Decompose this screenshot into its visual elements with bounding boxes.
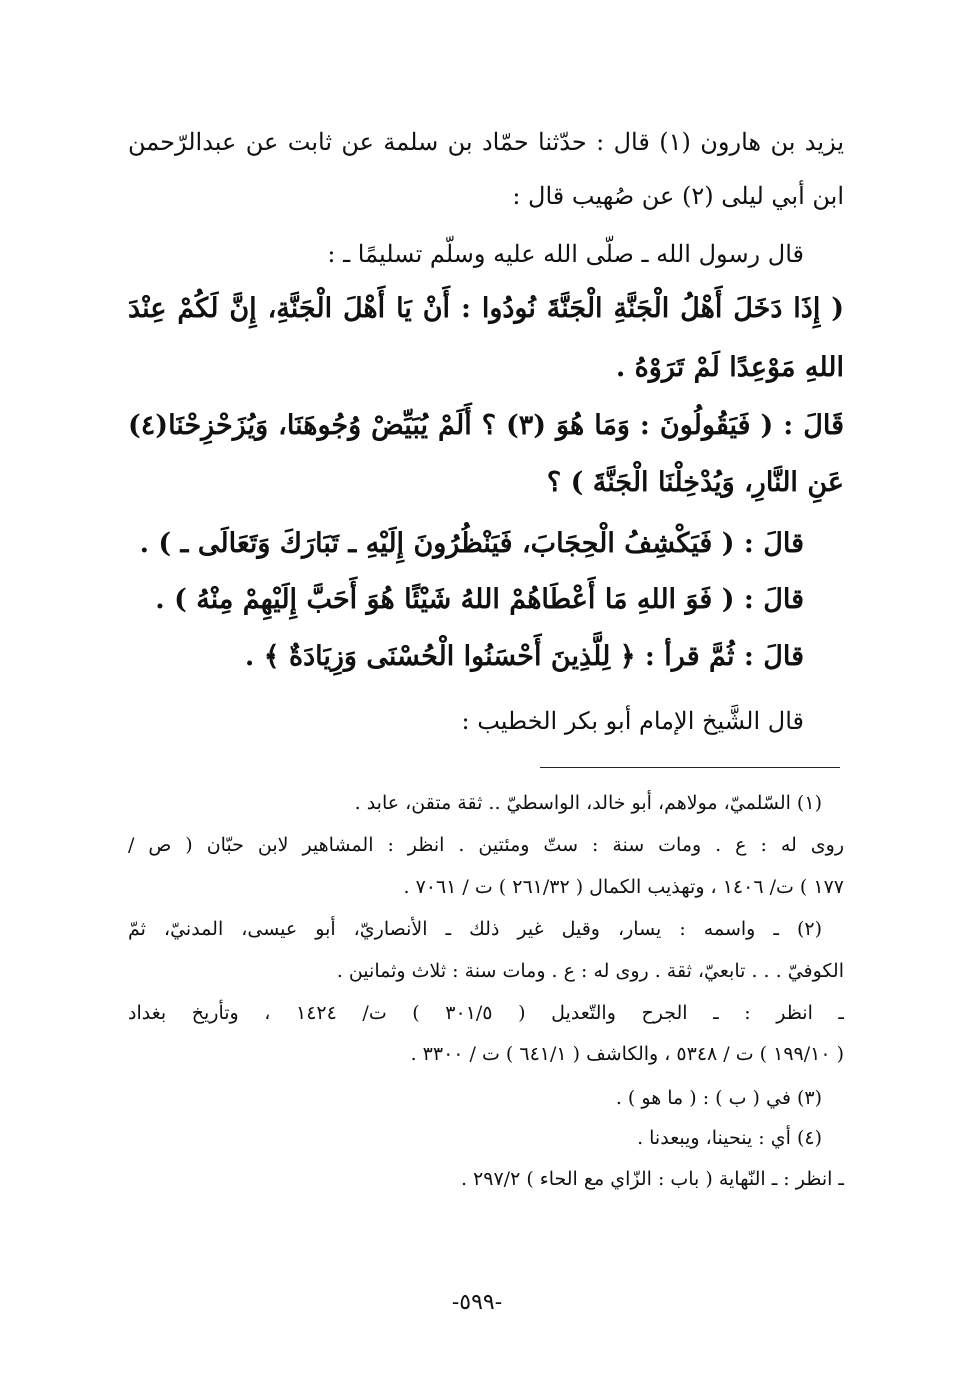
hadith-line-1: ( إِذَا دَخَلَ أَهْلُ الْجَنَّةِ الْجَنَّةَ نُودُوا : أَنْ يَا أَهْلَ الْجَنَّةِ، إِنَّ لَكُمْ عِنْدَ xyxy=(128,293,844,324)
footnote-1-line-1: (١) السّلميّ، مولاهم، أبو خالد، الواسطيّ .. ثقة متقن، عابد . xyxy=(354,792,822,814)
hadith-line-4: عَنِ النَّارِ، وَيُدْخِلْنَا الْجَنَّةَ ) ؟ xyxy=(546,467,844,498)
hadith-line-5: قالَ : ( فَيَكْشِفُ الْحِجَابَ، فَيَنْظُرُونَ إِلَيْهِ ـ تَبَارَكَ وَتَعَالَى ـ ) . xyxy=(139,528,804,559)
footnote-4: (٤) أي : ينحينا، ويبعدنا . xyxy=(637,1127,822,1149)
hadith-line-6: قالَ : ( فَوَ اللهِ مَا أَعْطَاهُمْ اللهُ شَيْئًا هُوَ أَحَبَّ إِلَيْهِمْ مِنْهُ ) . xyxy=(155,584,804,615)
footnote-2-line-3: ـ انظر : ـ الجرح والتّعديل ( ٣٠١/٥ ) ت/ ١٤٢٤ ، وتأريخ بغداد xyxy=(128,1002,845,1024)
footnote-separator xyxy=(540,767,840,768)
footnote-2-line-1: (٢) ـ واسمه : يسار، وقيل غير ذلك ـ الأنصاريّ، أبو عيسى، المدنيّ، ثمّ xyxy=(128,918,822,940)
footnote-3: (٣) في ( ب ) : ( ما هو ) . xyxy=(615,1087,822,1109)
page-number: -٥٩٩- xyxy=(451,1290,503,1315)
body-line-closing: قال الشَّيخ الإمام أبو بكر الخطيب : xyxy=(461,707,804,735)
footnote-2-line-2: الكوفيّ . . . تابعيّ، ثقة . روى له : ع . ومات سنة : ثلاث وثمانين . xyxy=(336,960,844,982)
hadith-line-3: قَالَ : ( فَيَقُولُونَ : وَمَا هُوَ (٣) ؟ أَلَمْ يُبَيِّضْ وُجُوهَنَا، وَيُزَحْزِحْنَا(٤) xyxy=(128,410,844,441)
hadith-line-7: قالَ : ثُمَّ قرأ : ﴿ لِلَّذِينَ أَحْسَنُوا الْحُسْنَى وَزِيَادَةٌ ﴾ . xyxy=(244,641,804,672)
body-line-2: ابن أبي ليلى (٢) عن صُهيب قال : xyxy=(512,182,844,210)
footnote-1-line-3: ١٧٧ ) ت/ ١٤٠٦ ، وتهذيب الكمال ( ٢٦١/٣٢ ) ت / ٧٠٦١ . xyxy=(403,876,844,898)
body-line-3: قال رسول الله ـ صلّى الله عليه وسلّم تسليمًا ـ : xyxy=(327,240,804,268)
hadith-line-2: اللهِ مَوْعِدًا لَمْ تَرَوْهُ . xyxy=(615,352,844,383)
footnote-1-line-2: روى له : ع . ومات سنة : ستّ ومئتين . انظر : المشاهير لابن حبّان ( ص / xyxy=(128,834,844,856)
body-line-1: يزيد بن هارون (١) قال : حدّثنا حمّاد بن سلمة عن ثابت عن عبدالرّحمن xyxy=(128,128,844,156)
footnote-4-reference: ـ انظر : ـ النّهاية ( باب : الزّاي مع الحاء ) ٢٩٧/٢ . xyxy=(460,1168,844,1190)
footnote-2-line-4: ( ١٩٩/١٠ ) ت / ٥٣٤٨ ، والكاشف ( ٦٤١/١ ) ت / ٣٣٠٠ . xyxy=(410,1043,844,1065)
